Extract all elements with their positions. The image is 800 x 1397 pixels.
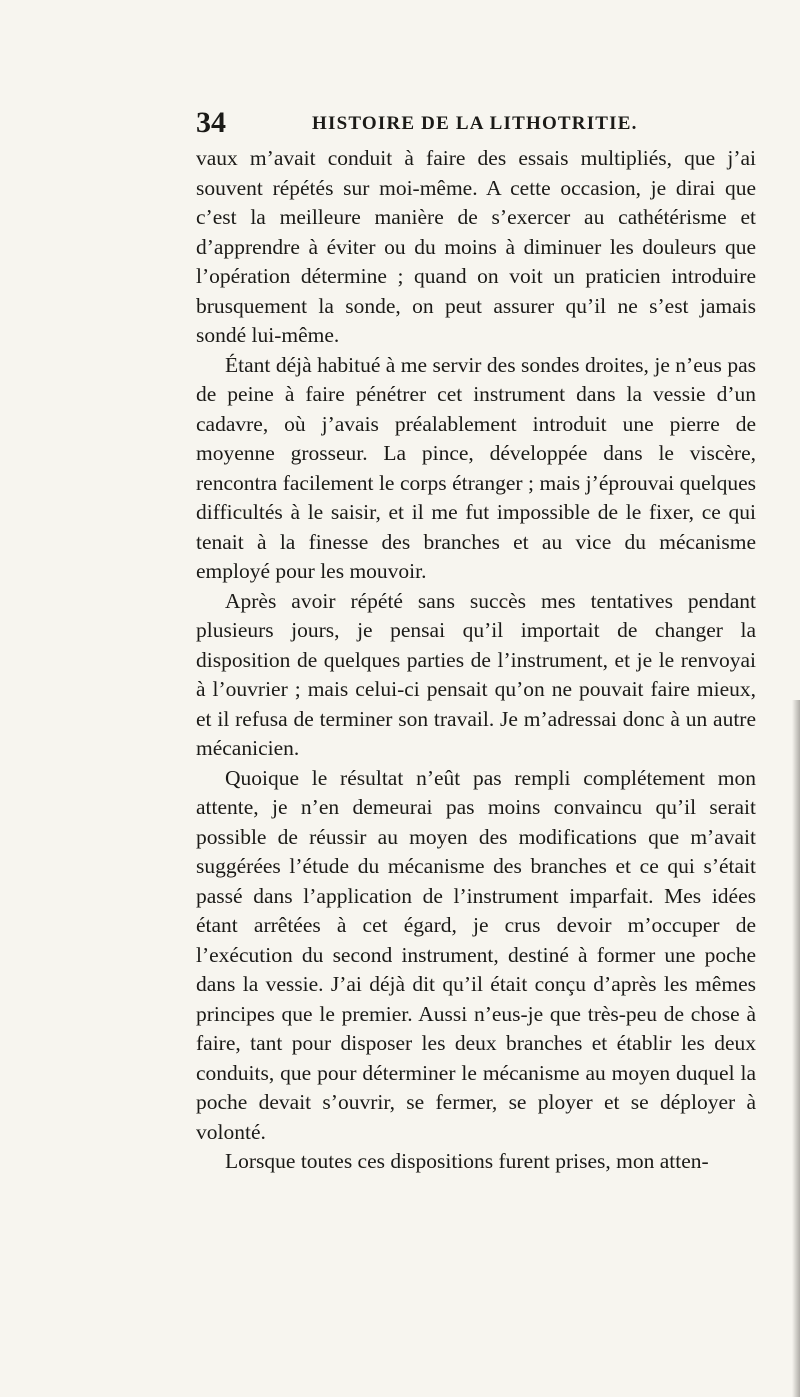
paragraph: Étant déjà habitué à me servir des sondes droites, je n’eus pas de peine à faire pénétrer cet instrument dans la vessie d’un cadavre, où j’avais préalablement introduit une pierre de moyenne grosseur. La pince, développée dans le viscère, rencontra facilement le corps étranger ; mais j’éprouvai quelques difficultés à le saisir, et il me fut impossible de le fixer, ce qui tenait à la finesse des branches et au vice du mécanisme employé pour les mouvoir.	[196, 352, 756, 583]
body-text	[196, 144, 756, 1177]
paragraph: Après avoir répété sans succès mes tentatives pendant plusieurs jours, je pensai qu’il importait de changer la disposition de quelques parties de l’instrument, et je le renvoyai à l’ouvrier ; mais celui-ci pensait qu’on ne pouvait faire mieux, et il refusa de terminer son travail. Je m’adressai donc à un autre mécanicien.	[196, 588, 756, 760]
paragraph-continuation: vaux m’avait conduit à faire des essais multipliés, que j’ai souvent répétés sur moi-même. A cette occasion, je dirai que c’est la meilleure manière de s’exercer au cathétérisme et d’apprendre à éviter ou du moins à diminuer les douleurs que l’opération détermine ; quand on voit un praticien introduire brusquement la sonde, on peut assurer qu’il ne s’est jamais sondé lui-même.	[196, 146, 756, 347]
paragraph-last-line: Lorsque toutes ces dispositions furent prises, mon atten-	[225, 1149, 709, 1173]
page-number: 34	[196, 106, 226, 139]
running-head	[196, 105, 756, 141]
page-edge-shadow	[792, 700, 800, 1397]
paragraph: Quoique le résultat n’eût pas rempli complétement mon attente, je n’en demeurai pas moins convaincu qu’il serait possible de réussir au moyen des modifications que m’avait suggérées l’étude du mécanisme des branches et ce qui s’était passé dans l’application de l’instrument imparfait. Mes idées étant arrêtées à cet égard, je crus devoir m’occuper de l’exécution du second instrument, destiné à former une poche dans la vessie. J’ai déjà dit qu’il était conçu d’après les mêmes principes que le premier. Aussi n’eus-je que très-peu de chose à faire, tant pour disposer les deux branches et établir les deux conduits, que pour déterminer le mécanisme au moyen duquel la poche devait s’ouvrir, se fermer, se ployer et se déployer à volonté.	[196, 765, 756, 1144]
running-title: HISTOIRE DE LA LITHOTRITIE.	[312, 113, 638, 134]
